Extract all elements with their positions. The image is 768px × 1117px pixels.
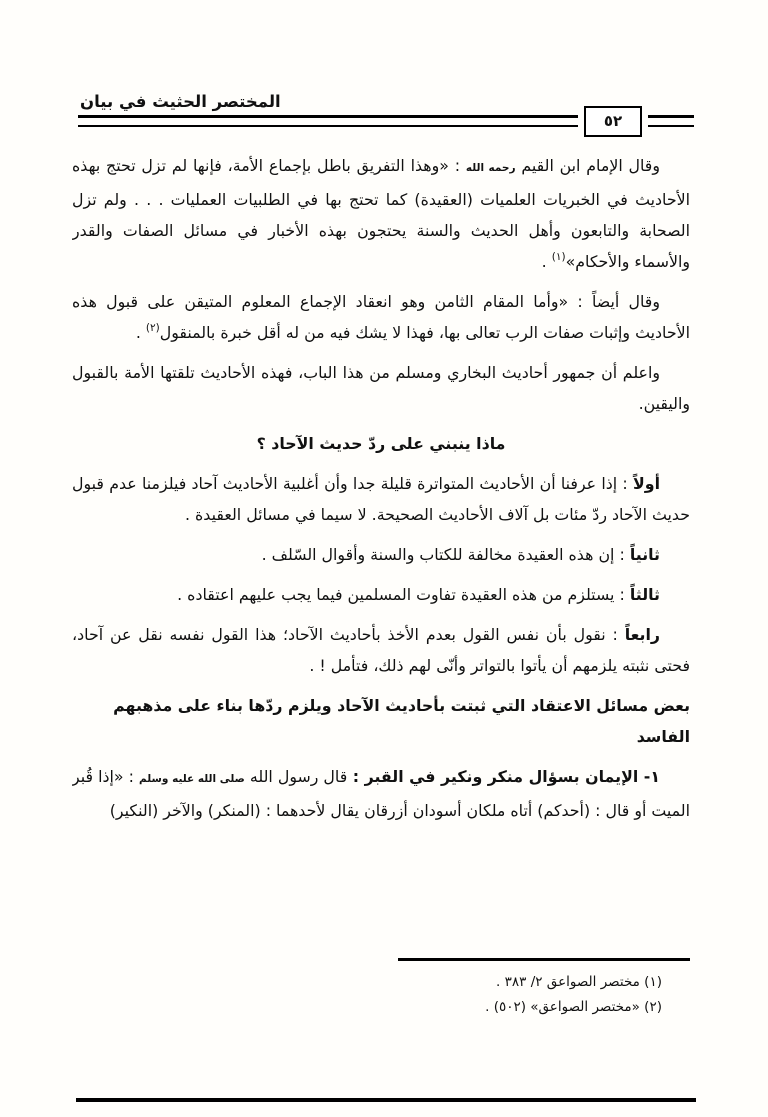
honorific-mark: صلى الله عليه وسلم (139, 773, 245, 785)
text-run: ثالثاً (629, 585, 660, 604)
para-fourth-point (72, 619, 690, 681)
para-item-grave-questioning (72, 761, 690, 826)
footnote: (٢) «مختصر الصواعق» (٥٠٢) . (485, 998, 662, 1015)
footnote-list (72, 970, 690, 1020)
honorific-mark: رحمه الله (465, 162, 516, 174)
text-run: وقال أيضاً : «وأما المقام الثامن وهو انعقاد الإجماع المعلوم المتيقن على قبول هذه الأحاديث وإثبات صفات الرب تعالى بها، فهذا لا يشك فيه من له أقل خبرة بالمنقول (72, 292, 690, 342)
heading-aqeedah-issues (72, 690, 690, 752)
bottom-rule (76, 1098, 696, 1102)
para-first-point (72, 468, 690, 530)
footnote-separator (398, 958, 690, 961)
para-second-point (72, 539, 690, 570)
text-run: : إن هذه العقيدة مخالفة للكتاب والسنة وأقوال السّلف . (261, 545, 630, 564)
footnotes-section (72, 958, 690, 1020)
text-run: ماذا ينبني على ردّ حديث الآحاد ؟ (256, 434, 506, 453)
heading-question (72, 428, 690, 459)
text-run: : «وهذا التفريق باطل بإجماع الأمة، فإنها لم تزل تحتج بهذه الأحاديث في الخبريات العلميات (العقيدة) كما تحتج بها في الطلبيات العمليات . . . ولم تزل الصحابة والتابعون وأهل الحديث والسنة يحتجون بهذه الأخبار في مسائل الصفات والقدر والأسماء والأحكام» (72, 156, 690, 271)
footnote-marker: (٢) (145, 322, 160, 334)
page-body (72, 150, 690, 956)
header-rule-main (78, 115, 578, 127)
text-run: : إذا عرفنا أن الأحاديث المتواترة قليلة جدا وأن أغلبية الأحاديث آحاد فيلزمنا عدم قبول حديث الآحاد ردّ مئات بل آلاف الأحاديث الصحيحة. لا سيما في مسائل العقيدة . (72, 474, 690, 524)
page-number-box (584, 106, 642, 137)
text-run: قال رسول الله (244, 767, 348, 786)
text-run: . (135, 323, 146, 342)
text-run: : نقول بأن نفس القول بعدم الأخذ بأحاديث الآحاد؛ هذا القول نفسه نقل عن آحاد، فحتى نثبته يلزمهم أن يأتوا بالتواتر وأنّى لهم ذلك، فتأمل ! . (72, 625, 690, 675)
footnote: (١) مختصر الصواعق ٢/ ٣٨٣ . (496, 973, 662, 990)
text-run: . (541, 252, 552, 271)
text-run: : «إذا قُبر الميت أو قال : (أحدكم) أتاه ملكان أسودان أزرقان يقال لأحدهما : (المنكر) والآخر (النكير) (72, 767, 690, 820)
footnote-marker: (١) (551, 251, 566, 263)
text-run: بعض مسائل الاعتقاد التي ثبتت بأحاديث الآحاد ويلزم ردّها بناء على مذهبهم الفاسد (113, 696, 690, 746)
para-quote-ibn-qayyim-1 (72, 150, 690, 277)
para-third-point (72, 579, 690, 610)
text-run: رابعاً (624, 625, 660, 644)
page-header (0, 0, 768, 146)
text-run: واعلم أن جمهور أحاديث البخاري ومسلم من هذا الباب، فهذه الأحاديث تلقتها الأمة بالقبول واليقين. (72, 363, 690, 413)
text-run: وقال الإمام ابن القيم (515, 156, 660, 175)
running-title: المختصر الحثيث في بيان (80, 92, 281, 111)
para-bukhari-muslim (72, 357, 690, 419)
header-rule-short (648, 115, 694, 127)
text-run: ١- الإيمان بسؤال منكر ونكير في القبر : (347, 767, 661, 786)
para-quote-ibn-qayyim-2 (72, 286, 690, 348)
text-run: : يستلزم من هذه العقيدة تفاوت المسلمين فيما يجب عليهم اعتقاده . (177, 585, 630, 604)
header-rule-row (78, 106, 694, 136)
page-number: ٥٢ (603, 112, 623, 130)
text-run: أولاً (633, 474, 660, 493)
text-run: ثانياً (629, 545, 660, 564)
